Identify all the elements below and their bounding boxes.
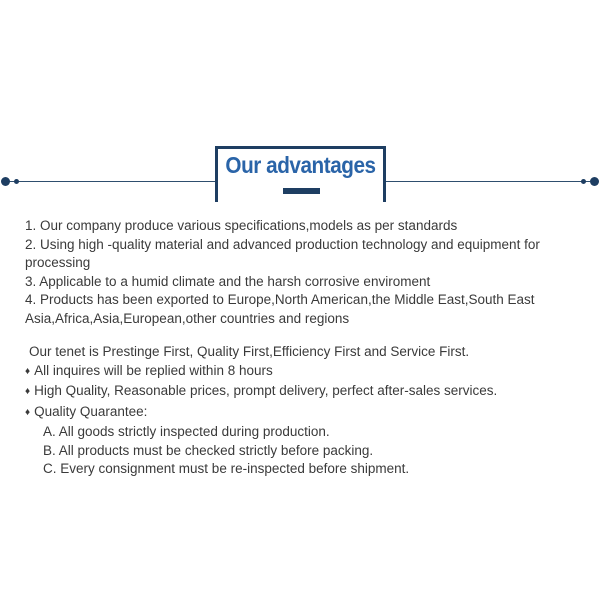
advantages-list xyxy=(25,217,585,328)
content-body xyxy=(25,217,585,479)
tenet-statement: Our tenet is Prestinge First, Quality First,Efficiency First and Service First. xyxy=(29,344,470,359)
diamond-bullet-icon xyxy=(25,404,34,419)
section-header xyxy=(0,140,600,210)
dot-decoration xyxy=(1,177,10,186)
dot-decoration xyxy=(14,179,19,184)
dot-decoration xyxy=(590,177,599,186)
tenet-section xyxy=(25,343,585,479)
list-item: 3. Applicable to a humid climate and the harsh corrosive enviroment xyxy=(25,273,431,289)
dot-decoration xyxy=(581,179,586,184)
page-title: Our advantages xyxy=(225,152,376,178)
quality-guarantee-list xyxy=(25,423,585,479)
list-item: C. Every consignment must be re-inspected before shipment. xyxy=(43,461,410,476)
bullet-item xyxy=(25,362,585,383)
list-item: B. All products must be checked strictly before packing. xyxy=(43,442,374,458)
list-item: A. All goods strictly inspected during production. xyxy=(43,424,330,439)
divider-line-left xyxy=(8,181,215,182)
diamond-bullet-icon xyxy=(25,383,34,398)
diamond-bullet-icon xyxy=(25,363,34,378)
title-underline-bar xyxy=(283,188,320,194)
bullet-item xyxy=(25,403,585,424)
bullet-text: High Quality, Reasonable prices, prompt delivery, perfect after-sales services. xyxy=(34,383,498,398)
list-item: 1. Our company produce various specifications,models as per standards xyxy=(25,218,458,233)
list-item: 2. Using high -quality material and advanced production technology and equipment for processing xyxy=(25,236,540,270)
list-item: 4. Products has been exported to Europe,North American,the Middle East,South East Asia,Africa,Asia,European,other countries and regions xyxy=(25,292,535,326)
bullet-text: Quality Quarantee: xyxy=(34,403,148,419)
divider-line-right xyxy=(386,181,590,182)
bullet-text: All inquires will be replied within 8 hours xyxy=(34,362,273,378)
bullet-item xyxy=(25,382,585,403)
